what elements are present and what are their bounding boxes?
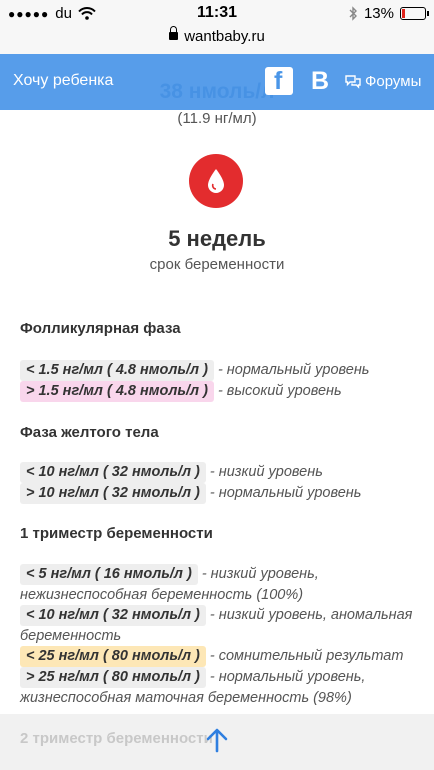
section-title-trimester1: 1 триместр беременности <box>20 525 213 542</box>
range-desc: - низкий уровень, аномальная <box>209 607 413 623</box>
range-row <box>20 483 420 504</box>
pregnancy-weeks-label: срок беременности <box>149 256 285 273</box>
range-pill: > 10 нг/мл ( 32 нмоль/л ) <box>20 483 206 504</box>
battery-level <box>402 9 405 18</box>
section-title-follicular: Фолликулярная фаза <box>20 320 181 337</box>
facebook-glyph: f <box>274 67 283 95</box>
battery-icon <box>400 7 426 20</box>
range-pill: < 5 нг/мл ( 16 нмоль/л ) <box>20 564 198 585</box>
range-row <box>20 360 420 381</box>
url-text: wantbaby.ru <box>184 28 265 45</box>
battery-percent: 13% <box>363 5 394 22</box>
status-time: 11:31 <box>196 4 238 21</box>
arrow-up-icon[interactable] <box>206 727 228 753</box>
lock-icon <box>169 32 178 40</box>
range-row <box>20 564 420 606</box>
result-value-alt: (11.9 нг/мл) <box>177 110 257 127</box>
range-desc: - сомнительный результат <box>209 648 404 664</box>
range-pill: > 1.5 нг/мл ( 4.8 нмоль/л ) <box>20 381 214 402</box>
range-pill: < 25 нг/мл ( 80 нмоль/л ) <box>20 646 206 667</box>
range-pill: > 25 нг/мл ( 80 нмоль/л ) <box>20 667 206 688</box>
status-right <box>349 5 426 22</box>
range-desc: - низкий уровень <box>209 464 323 480</box>
vk-icon[interactable]: B <box>311 67 330 95</box>
range-desc: - низкий уровень, <box>201 566 319 582</box>
range-desc: - нормальный уровень <box>217 362 370 378</box>
range-desc-cont: жизнеспособная маточная беременность (98%) <box>20 690 352 706</box>
signal-dots-icon: ●●●●● <box>8 6 50 21</box>
carrier-name: du <box>55 5 72 22</box>
range-row <box>20 381 420 402</box>
range-pill: < 10 нг/мл ( 32 нмоль/л ) <box>20 605 206 626</box>
section-title-luteal: Фаза желтого тела <box>20 424 159 441</box>
range-desc-cont: беременность <box>20 628 122 644</box>
bottom-bar <box>0 714 434 770</box>
range-pill: < 10 нг/мл ( 32 нмоль/л ) <box>20 462 206 483</box>
range-desc: - нормальный уровень, <box>209 669 366 685</box>
site-nav-bar <box>0 54 434 110</box>
bluetooth-icon <box>349 6 358 21</box>
status-bar <box>0 0 434 28</box>
range-pill: < 1.5 нг/мл ( 4.8 нмоль/л ) <box>20 360 214 381</box>
forums-link[interactable] <box>345 73 421 90</box>
range-desc: - нормальный уровень <box>209 485 362 501</box>
range-row <box>20 462 420 483</box>
range-row <box>20 605 420 647</box>
url-bar[interactable] <box>0 28 434 54</box>
drop-icon <box>204 167 228 195</box>
section-title-trimester2: 2 триместр беременности <box>20 730 213 747</box>
range-desc: - высокий уровень <box>217 383 342 399</box>
range-row <box>20 646 420 667</box>
pregnancy-weeks: 5 недель <box>168 226 266 251</box>
site-title-link[interactable]: Хочу ребенка <box>13 72 114 89</box>
range-row <box>20 667 420 709</box>
range-desc-cont: нежизнеспособная беременность (100%) <box>20 587 304 603</box>
drop-badge <box>189 154 243 208</box>
forums-label: Форумы <box>365 73 422 90</box>
forum-icon <box>345 75 361 89</box>
facebook-icon[interactable] <box>265 67 293 95</box>
